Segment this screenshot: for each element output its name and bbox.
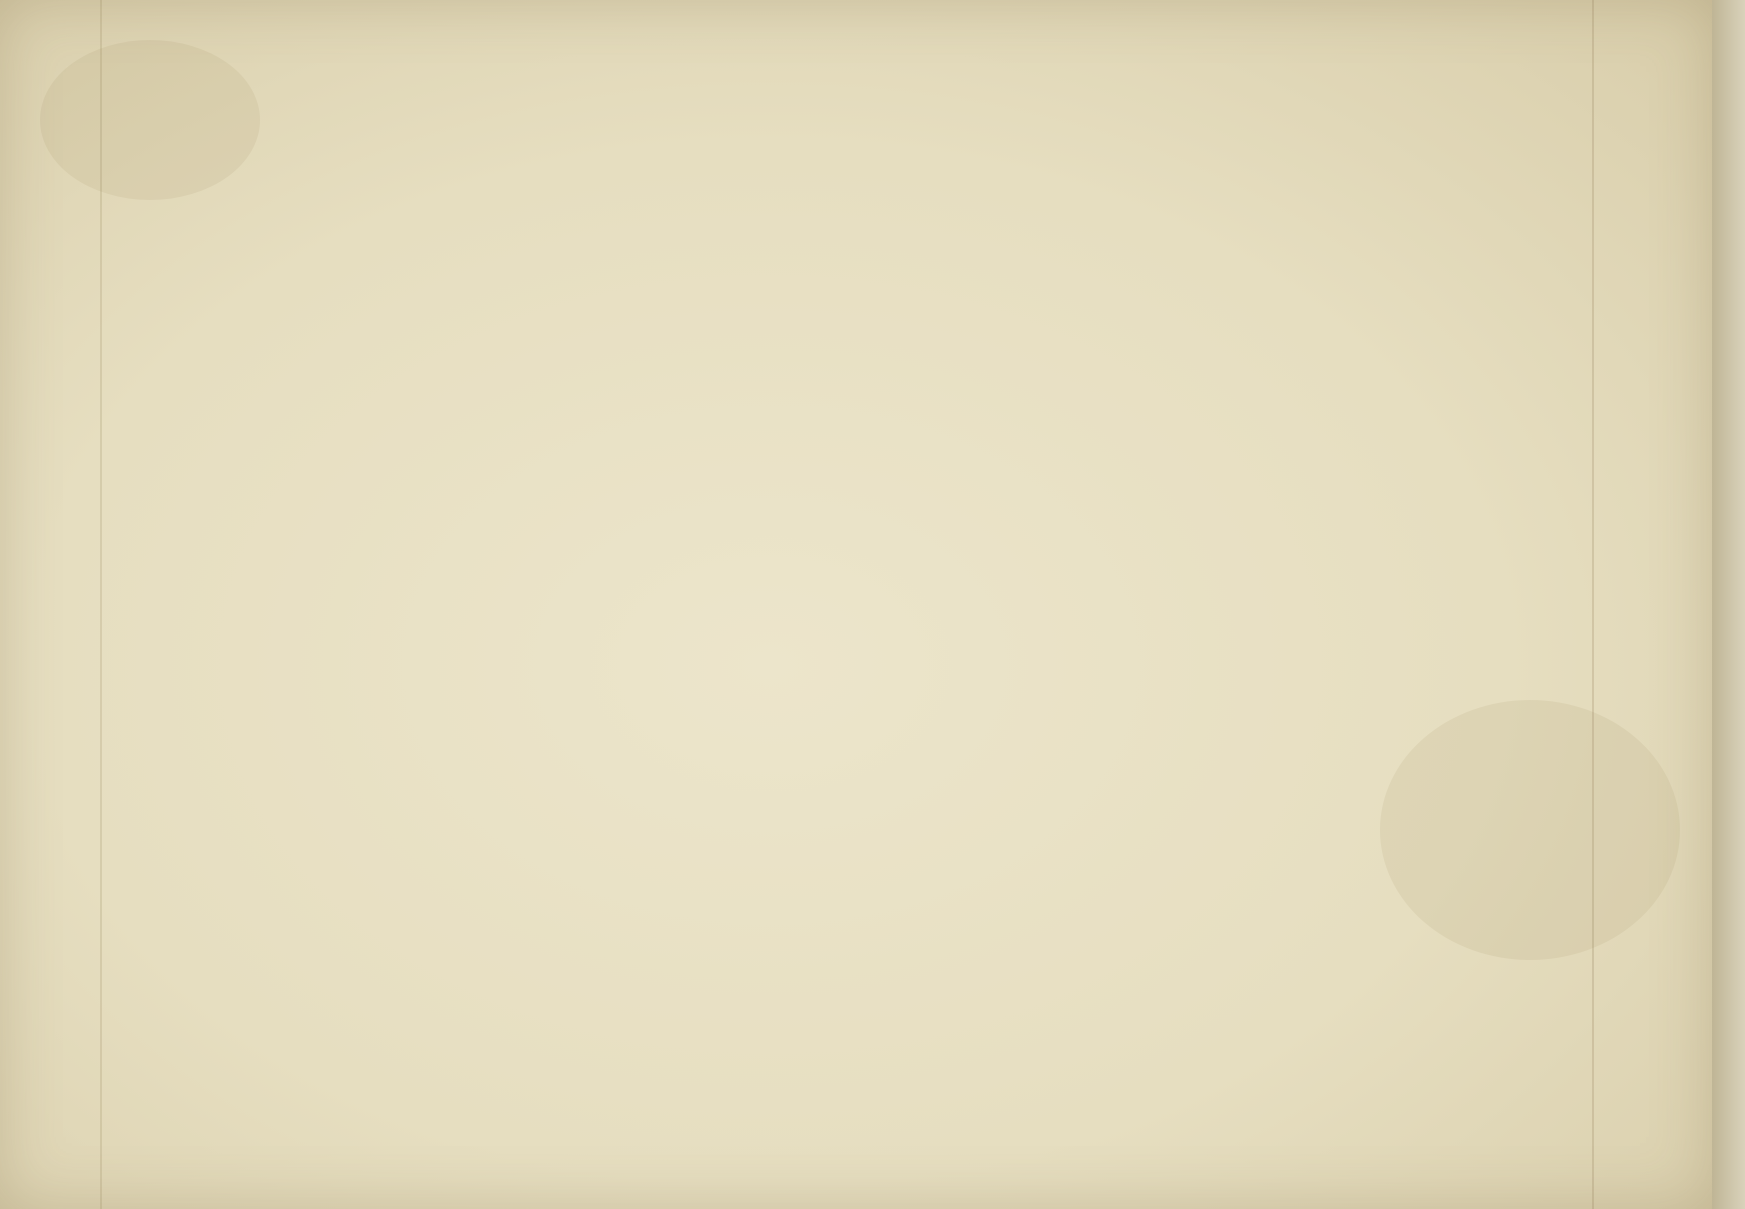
envelope-edge [1712, 0, 1745, 1209]
paper-stain [1380, 700, 1680, 960]
paper-stain [40, 40, 260, 200]
paper-fold [1592, 0, 1594, 1209]
